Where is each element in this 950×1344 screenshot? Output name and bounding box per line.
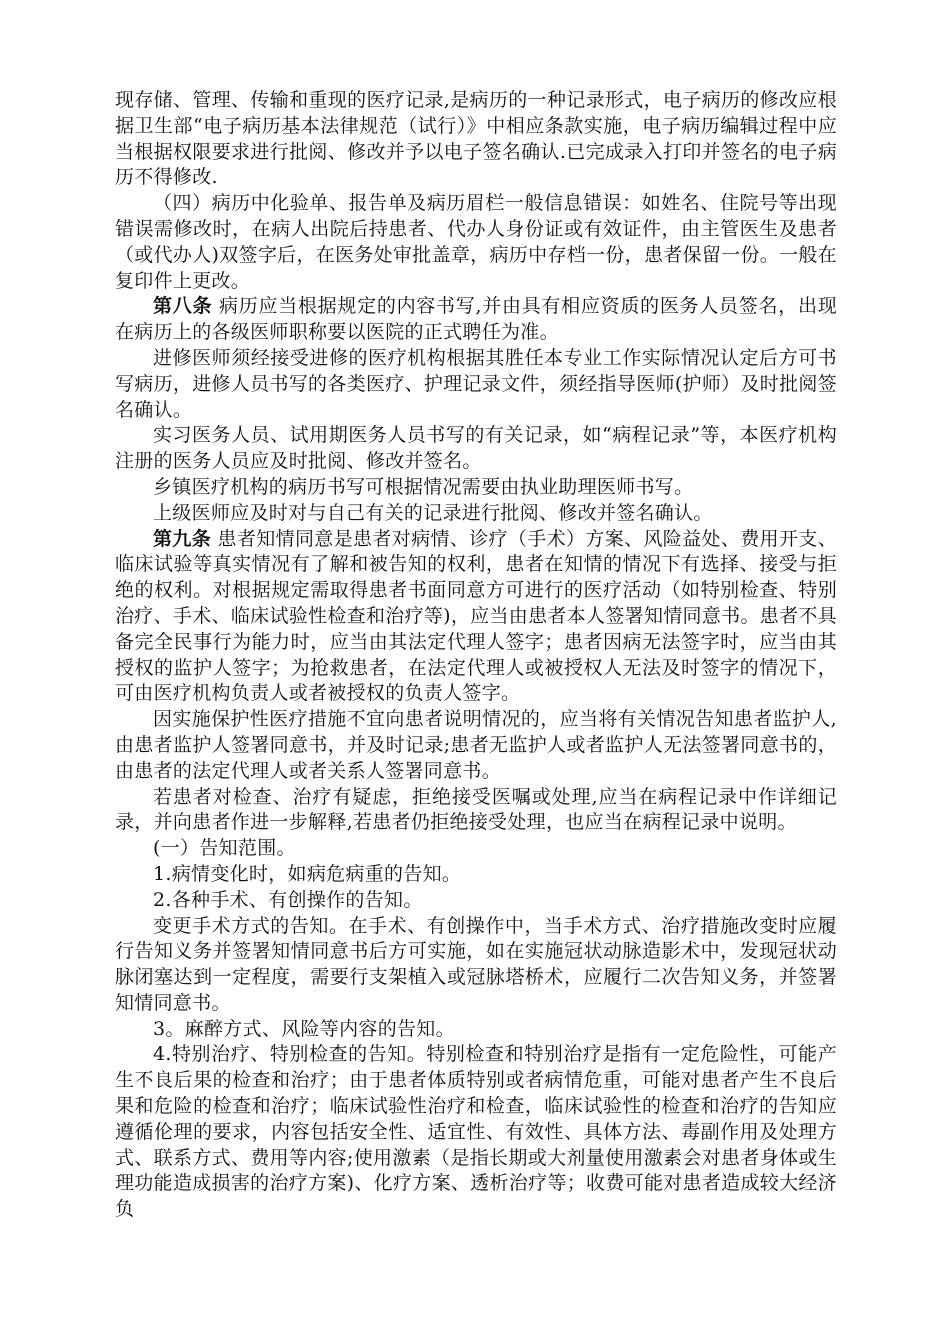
list-item-3: 3。麻醉方式、风险等内容的告知。 xyxy=(153,1017,455,1040)
article-8-text: 病历应当根据规定的内容书写,并由具有相应资质的医务人员签名，出现在病历上的各级医师职称要以医院的正式聘任为准。 xyxy=(115,295,837,344)
paragraph-7: 上级医师应及时对与自己有关的记录进行批阅、修改并签名确认。 xyxy=(153,501,713,524)
article-8-paragraph xyxy=(115,294,837,346)
paragraph-14: 变更手术方式的告知。在手术、有创操作中，当手术方式、治疗措施改变时应履行告知义务并签署知情同意书后方可实施，如在实施冠状动脉造影术中，发现冠状动脉闭塞达到一定程度，需要行支架植入或冠脉塔桥术，应履行二次告知义务，并签署知情同意书。 xyxy=(115,914,837,1014)
article-9-heading: 第九条 xyxy=(153,527,212,550)
paragraph-2: （四）病历中化验单、报告单及病历眉栏一般信息错误：如姓名、住院号等出现错误需修改时，在病人出院后持患者、代办人身份证或有效证件，由主管医生及患者（或代办人)双签字后，在医务处审批盖章，病历中存档一份，患者保留一份。一般在复印件上更改。 xyxy=(115,192,837,292)
list-item-4: 4.特别治疗、特别检查的告知。特别检查和特别治疗是指有一定危险性，可能产生不良后果的检查和治疗；由于患者体质特别或者病情危重，可能对患者产生不良后果和危险的检查和治疗；临床试验性治疗和检查，临床试验性的检查和治疗的告知应遵循伦理的要求，内容包括安全性、适宜性、有效性、具体方法、毒副作用及处理方式、联系方式、费用等内容;使用激素（是指长期或大剂量使用激素会对患者身体或生理功能造成损害的治疗方案)、化疗方案、透析治疗等；收费可能对患者造成较大经济负 xyxy=(115,1043,837,1221)
document-page xyxy=(115,88,837,1223)
paragraph-10: 若患者对检查、治疗有疑虑，拒绝接受医嘱或处理,应当在病程记录中作详细记录，并向患者作进一步解释,若患者仍拒绝接受处理，也应当在病程记录中说明。 xyxy=(115,785,837,834)
paragraph-1: 现存储、管理、传输和重现的医疗记录,是病历的一种记录形式，电子病历的修改应根据卫生部“电子病历基本法律规范（试行）》中相应条款实施，电子病历编辑过程中应当根据权限要求进行批阅、修改并予以电子签名确认.已完成录入打印并签名的电子病历不得修改. xyxy=(115,89,837,189)
paragraph-9: 因实施保护性医疗措施不宜向患者说明情况的，应当将有关情况告知患者监护人,由患者监护人签署同意书，并及时记录;患者无监护人或者监护人无法签署同意书的，由患者的法定代理人或者关系人签署同意书。 xyxy=(115,708,837,782)
article-9-paragraph xyxy=(115,527,837,708)
list-item-1: 1.病情变化时，如病危病重的告知。 xyxy=(153,862,462,885)
article-8-heading: 第八条 xyxy=(153,295,213,318)
list-item-2: 2.各种手术、有创操作的告知。 xyxy=(153,888,423,911)
article-9-text: 患者知情同意是患者对病情、诊疗（手术）方案、风险益处、费用开支、临床试验等真实情况有了解和被告知的权利，患者在知情的情况下有选择、接受与拒绝的权利。对根据规定需取得患者书面同意方可进行的医疗活动（如特别检查、特别治疗、手术、临床试验性检查和治疗等)，应当由患者本人签署知情同意书。患者不具备完全民事行为能力时，应当由其法定代理人签字；患者因病无法签字时，应当由其授权的监护人签字；为抢救患者，在法定代理人或被授权人无法及时签字的情况下，可由医疗机构负责人或者被授权的负责人签字。 xyxy=(115,527,837,705)
paragraph-4: 进修医师须经接受进修的医疗机构根据其胜任本专业工作实际情况认定后方可书写病历，进修人员书写的各类医疗、护理记录文件，须经指导医师(护师）及时批阅签名确认。 xyxy=(115,346,837,421)
paragraph-6: 乡镇医疗机构的病历书写可根据情况需要由执业助理医师书写。 xyxy=(153,475,694,498)
section-heading-scope: (一）告知范围。 xyxy=(153,837,296,860)
paragraph-5: 实习医务人员、试用期医务人员书写的有关记录，如“病程记录”等，本医疗机构注册的医务人员应及时批阅、修改并签名。 xyxy=(115,424,837,473)
